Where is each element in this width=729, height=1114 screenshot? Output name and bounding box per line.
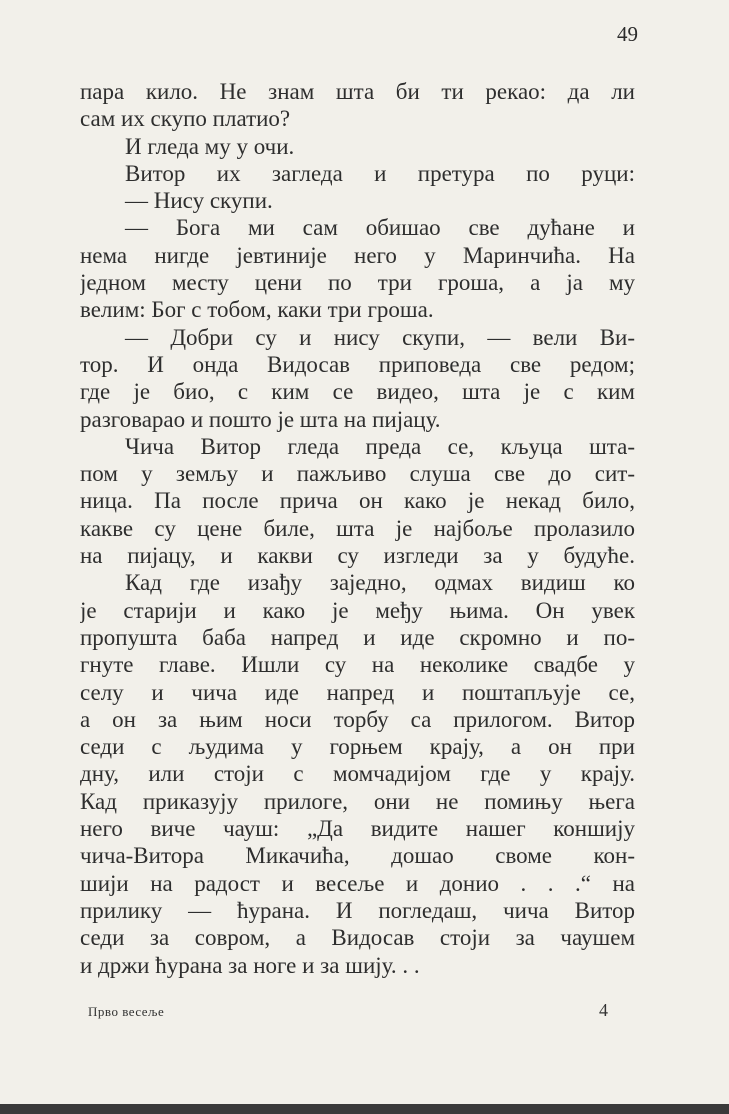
- text-line: И гледа му у очи.: [125, 133, 295, 159]
- page-footer: [80, 1000, 640, 1022]
- text-line: чича-Витора Микачића, дошао своме кон-: [80, 843, 635, 869]
- text-line: а он за њим носи торбу са прилогом. Витор: [80, 706, 635, 732]
- text-line: разговарао и пошто је шта на пијацу.: [80, 406, 441, 432]
- text-line: прилику — ћурана. И погледаш, чича Витор: [80, 897, 635, 923]
- text-line: и држи ћурана за ноге и за шију. . .: [80, 952, 420, 978]
- text-line: пом у земљу и пажљиво слуша све до сит-: [80, 461, 635, 487]
- text-line: Кад где изађу заједно, одмах видиш ко: [125, 570, 635, 596]
- text-line: седи с људима у горњем крају, а он при: [80, 734, 635, 760]
- text-line: — Добри су и нису скупи, — вели Ви-: [125, 324, 635, 350]
- text-line: него виче чауш: „Да видите нашег коншију: [80, 816, 635, 842]
- text-line: Чича Витор гледа преда се, кљуца шта-: [125, 433, 635, 459]
- text-line: тор. И онда Видосав приповеда све редом;: [80, 351, 635, 377]
- footer-title: Прво весеље: [88, 1004, 165, 1019]
- text-line: велим: Бог с тобом, каки три гроша.: [80, 297, 434, 323]
- text-line: селу и чича иде напред и поштапљује се,: [80, 679, 635, 705]
- text-line: — Бога ми сам обишао све дућане и: [125, 215, 635, 241]
- text-line: пропушта баба напред и иде скромно и по-: [80, 624, 635, 650]
- page-number: 49: [617, 22, 638, 46]
- text-line: какве су цене биле, шта је најбоље пролазило: [80, 515, 635, 541]
- text-line: дну, или стоји с момчадијом где у крају.: [80, 761, 635, 787]
- text-line: сам их скупо платио?: [80, 106, 291, 132]
- text-line: нема нигде јевтиније него у Маринчића. На: [80, 242, 635, 268]
- text-line: једном месту цени по три гроша, а ја му: [80, 270, 635, 296]
- text-line: где је био, с ким се видео, шта је с ким: [80, 379, 635, 405]
- text-line: шији на радост и весеље и донио . . .“ на: [80, 870, 635, 896]
- text-line: седи за совром, а Видосав стоји за чаушем: [80, 925, 635, 951]
- text-line: на пијацу, и какви су изгледи за у будуће.: [80, 543, 635, 569]
- body-text: [80, 78, 635, 979]
- text-line: — Нису скупи.: [125, 188, 273, 214]
- text-line: Витор их загледа и претура по руци:: [125, 160, 635, 186]
- text-line: ница. Па после прича он како је некад било,: [80, 488, 635, 514]
- text-line: гнуте главе. Ишли су на неколике свадбе у: [80, 652, 635, 678]
- signature-mark: 4: [599, 1000, 608, 1020]
- text-line: је старији и како је међу њима. Он увек: [80, 597, 635, 623]
- text-line: Кад приказују прилоге, они не помињу њега: [80, 788, 635, 814]
- scan-edge: [0, 1104, 729, 1114]
- text-line: пара кило. Не знам шта би ти рекао: да ли: [80, 79, 635, 104]
